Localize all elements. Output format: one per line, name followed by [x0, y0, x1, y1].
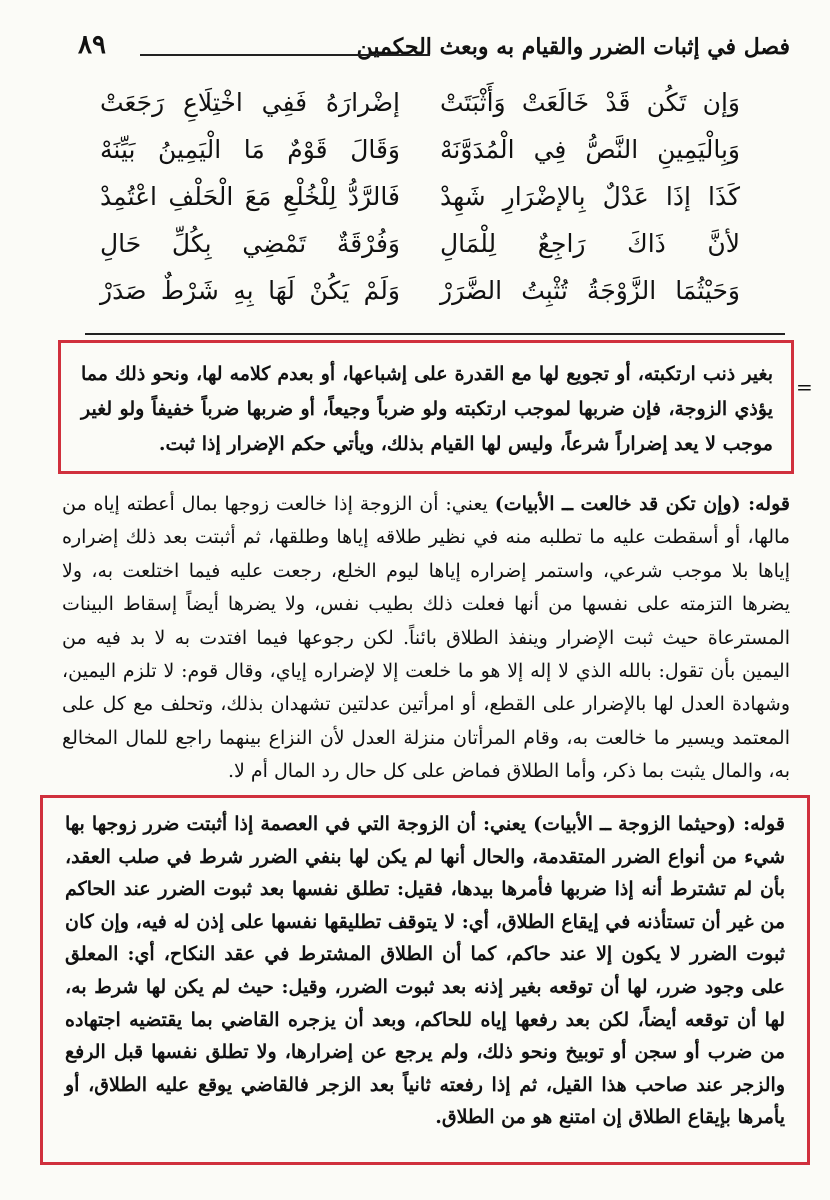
verse-first-hemistich: وَحَيْثُمَا الزَّوْجَةُ تُثْبِتُ الضَّرَرْ [440, 276, 740, 305]
highlight-box-1 [58, 340, 794, 474]
commentary-paragraph: بغير ذنب ارتكبته، أو تجويع لها مع القدرة على إشباعها، أو بعدم كلامه لها، ونحو ذلك مما يؤذي الزوجة، فإن ضربها لموجب ارتكبته ولو ضرباً وجيعاً، أو ضربها ضرباً خفيفاً ولو لغير موجب لا يعد إضراراً شرعاً، وليس لها القيام بذلك، ويأتي حكم الإضرار إذا ثبت. [81, 363, 773, 455]
verse-second-hemistich: وَفُرْقَةٌ تَمْضِي بِكُلِّ حَالِ [100, 229, 400, 258]
chapter-title: فصل في إثبات الضرر والقيام به وبعث الحكمين [356, 34, 790, 60]
page-header [40, 26, 790, 66]
poem-verse [100, 82, 740, 129]
header-rule [140, 54, 430, 56]
poem-verse [100, 176, 740, 223]
highlight-box-2 [40, 795, 810, 1165]
poem-verse [100, 270, 740, 317]
verse-second-hemistich: إضْرارَهُ فَفِي اخْتِلَاعِ رَجَعَتْ [100, 88, 400, 117]
section-divider [85, 333, 785, 335]
commentary-text: يعني: أن الزوجة إذا خالعت زوجها بمال أعطته إياه من مالها، أو أسقطت عليه ما تطلبه منه في نظير طلاقه إياها وطلقها، ثم أثبتت بعد ذلك إضراره إياها بلا موجب شرعي، واستمر إضراره إياها ليوم الخلع، رجعت عليه فيما اختلعت به، ولا يضرها التزمته على نفسها من أنها فعلت ذلك بطيب نفس، ولا يضرها أيضاً إسقاط البينات المسترعاة حيث ثبت الإضرار وينفذ الطلاق بائناً. لكن رجوعها فيما افتدت به لا بد فيه من اليمين بأن تقول: بالله الذي لا إله إلا هو ما خلعت إلا لإضراره إياي، وقال قوم: لا تلزم اليمين، وشهادة العدل لها بالإضرار على القطع، أو امرأتين عدلتين تشهدان بذلك، وتحلف مع كل على المعتمد ويسير ما خالعت به، وقام المرأتان منزلة العدل لأن النزاع بينهما راجع للمال المخالع به، والمال يثبت بما ذكر، وأما الطلاق فماض على كل حال رد المال أم لا. [62, 493, 790, 783]
verse-first-hemistich: لأنَّ ذَاكَ رَاجِعٌ لِلْمَالِ [440, 229, 740, 258]
verse-first-hemistich: كَذَا إذَا عَدْلٌ بِالإضْرَارِ شَهِدْ [440, 182, 740, 211]
page-number: ٨٩ [78, 30, 106, 60]
poem [100, 82, 740, 317]
commentary-lead: قوله: (وحيثما الزوجة ــ الأبيات) [533, 813, 785, 835]
poem-verse [100, 129, 740, 176]
commentary-lead: قوله: (وإن تكن قد خالعت ــ الأبيات) [494, 493, 790, 515]
verse-first-hemistich: وَإن تَكُن قَدْ خَالَعَتْ وَأَثْبَتَتْ [440, 88, 740, 117]
verse-first-hemistich: وَبِالْيَمِينِ النَّصُّ فِي الْمُدَوَّنَهْ [440, 135, 740, 164]
continuation-marker: = [796, 375, 813, 399]
verse-second-hemistich: فَالرَّدُّ لِلْخُلْعِ مَعَ الْحَلْفِ اعْتُمِدْ [100, 182, 400, 211]
commentary-text: يعني: أن الزوجة التي في العصمة إذا أثبتت ضرر زوجها بها شيء من أنواع الضرر المتقدمة، والحال أنها لم يكن لها بنفي الضرر شرط في صلب العقد، بأن لم تشترط أنه إذا ضربها فأمرها بيدها، فقيل: تطلق نفسها بعد ثبوت الضرر عند الحاكم من غير أن تستأذنه في إيقاع الطلاق، أي: لا يتوقف تطليقها نفسها على إذن له فيه، وإن كان ثبوت الضرر لا يكون إلا عند حاكم، كما أن الطلاق المشترط في عقد النكاح، أي: المعلق على وجود ضرر، لها أن توقعه بغير إذنه بعد ثبوت الضرر، وقيل: حيث لم يكن لها شرط به، لها أن توقعه أيضاً، لكن بعد رفعها إياه للحاكم، وبعد أن يزجره القاضي بما يقتضيه اجتهاده من ضرب أو سجن أو توبيخ ونحو ذلك، ولم يرجع عن إضرارها، ولا تطلق نفسها قبل الرفع والزجر عند صاحب هذا القيل، ثم إذا رفعته ثانياً بعد الزجر فالقاضي يوقع عليه الطلاق، أو يأمرها بإيقاع الطلاق إن امتنع هو من الطلاق. [65, 813, 785, 1129]
commentary-body [62, 488, 790, 789]
commentary-paragraph [65, 808, 785, 1134]
verse-second-hemistich: وَقَالَ قَوْمٌ مَا الْيَمِينُ بَيِّنَهْ [100, 135, 400, 164]
verse-second-hemistich: وَلَمْ يَكُنْ لَهَا بِهِ شَرْطٌ صَدَرْ [100, 276, 400, 305]
poem-verse [100, 223, 740, 270]
